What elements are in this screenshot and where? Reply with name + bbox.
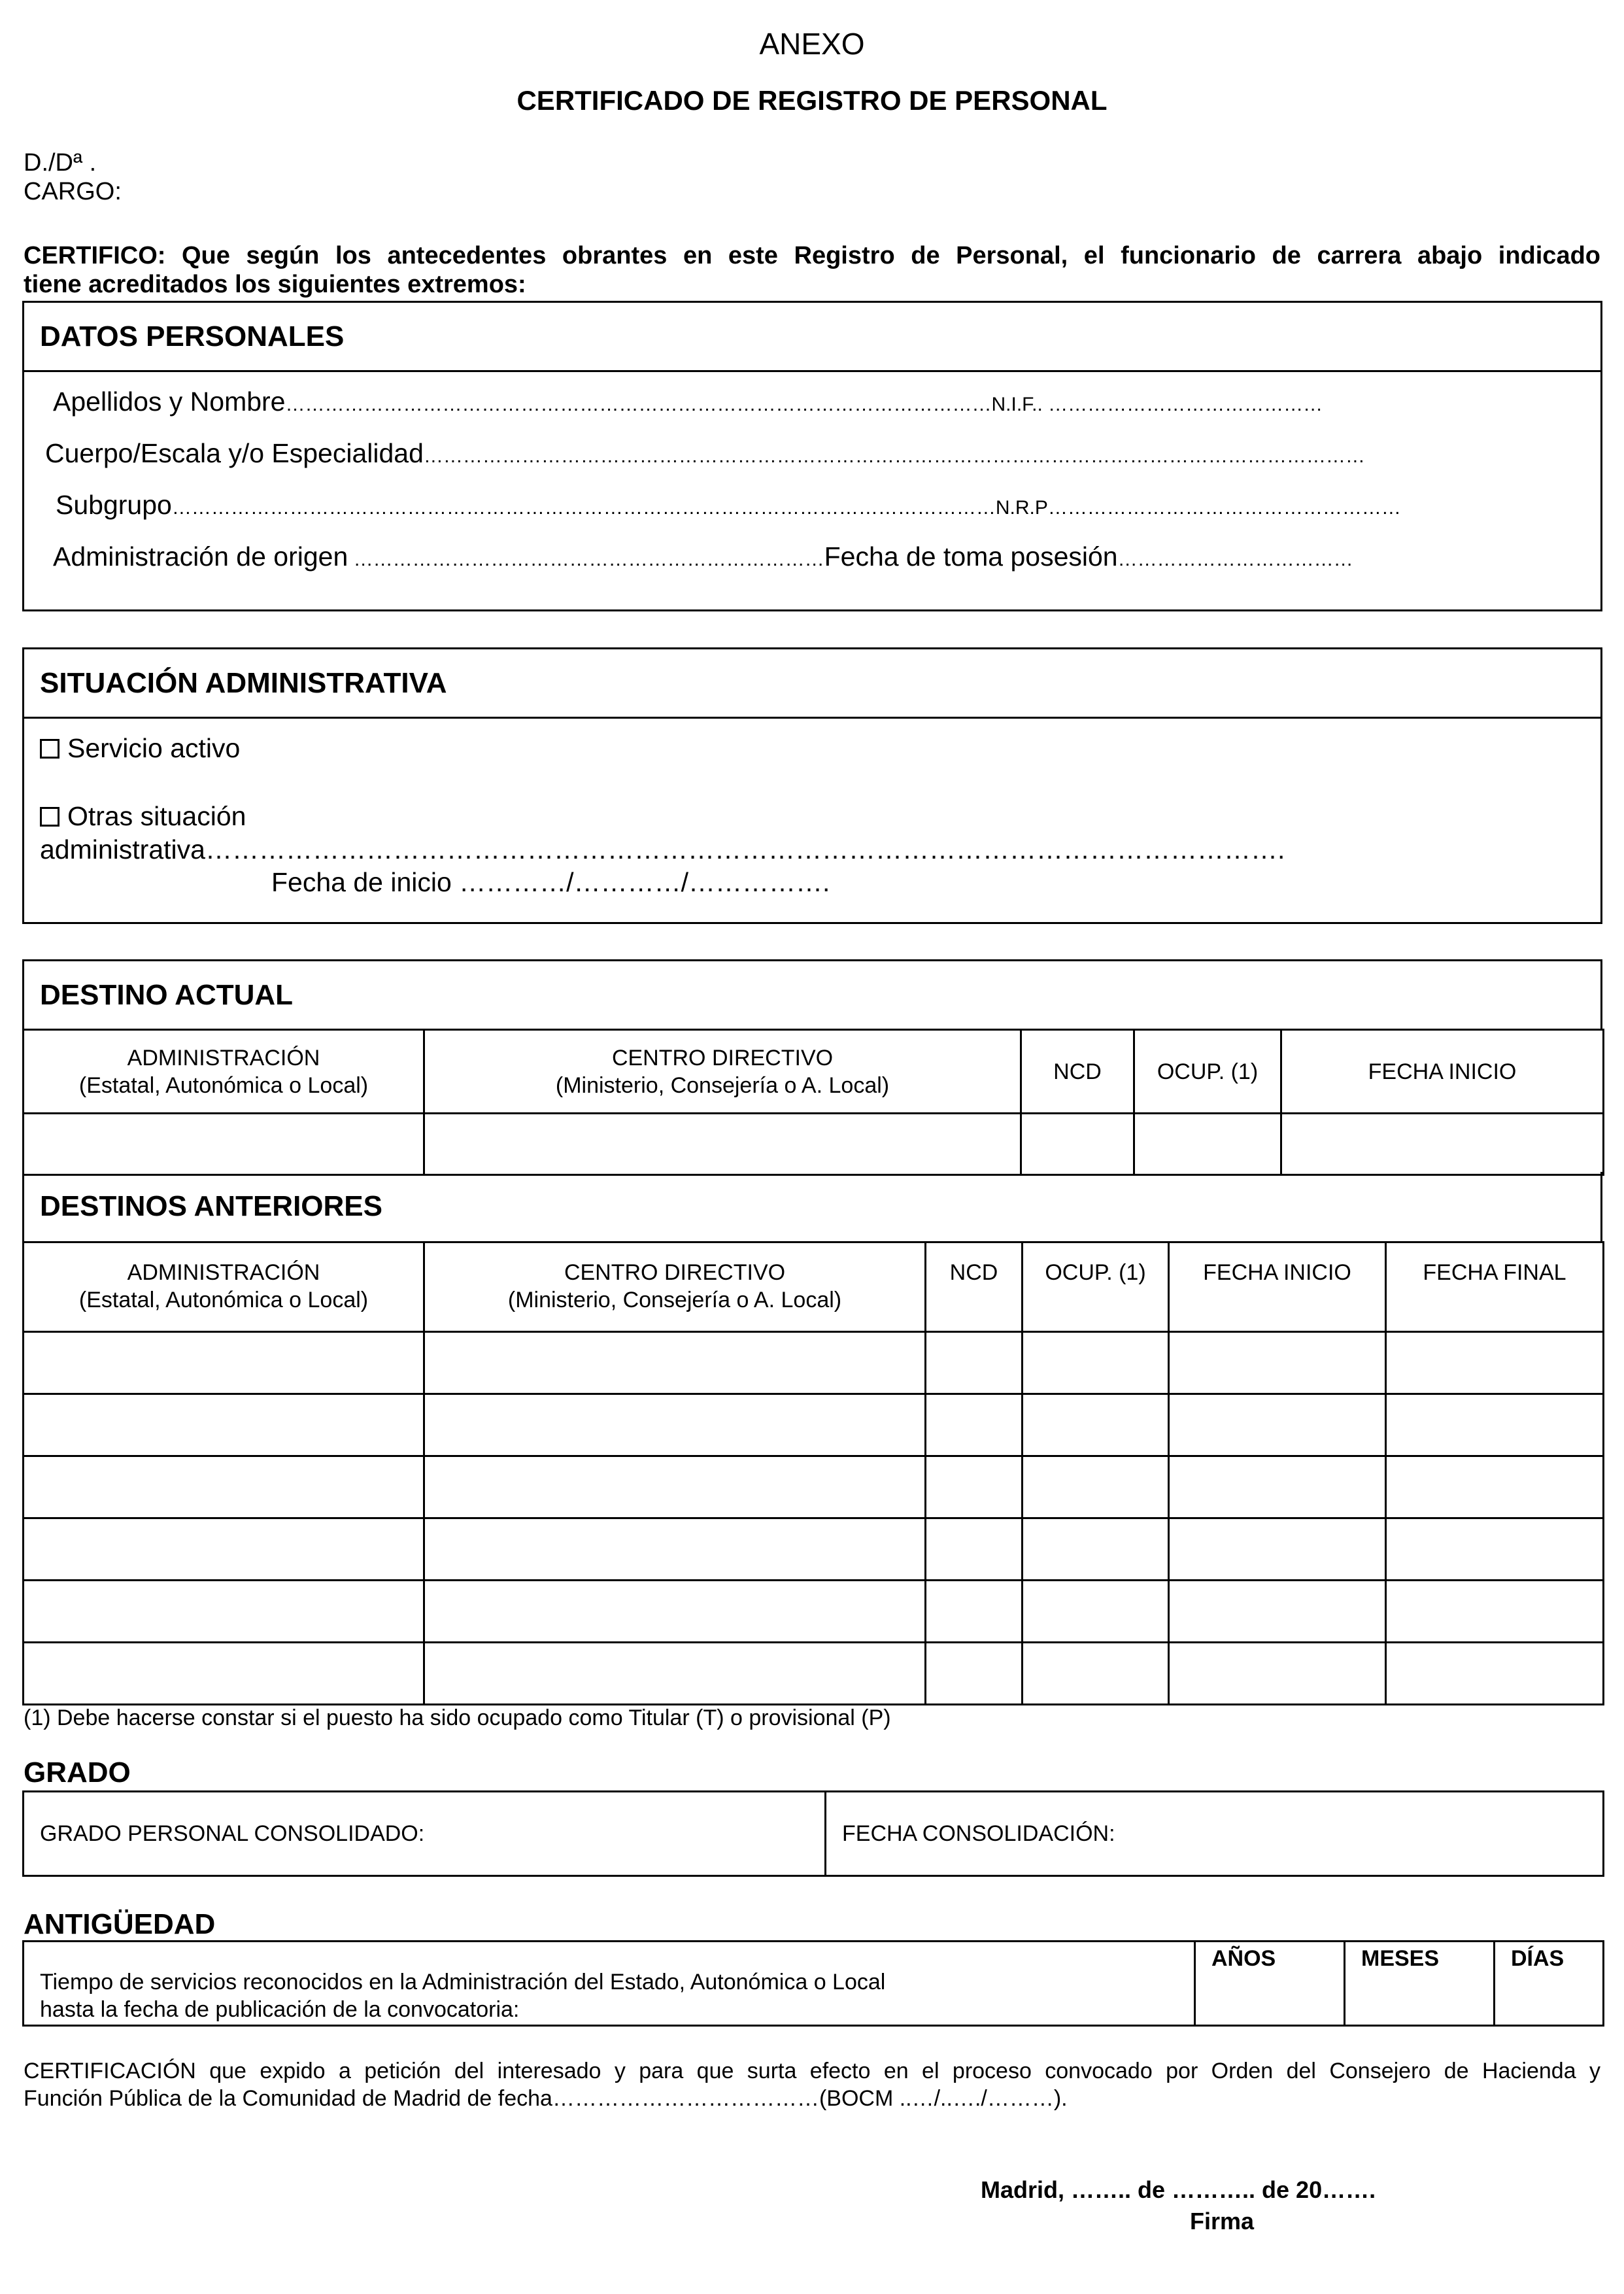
- table-cell[interactable]: [1023, 1332, 1169, 1394]
- table-cell[interactable]: [1386, 1581, 1604, 1643]
- certifico-statement-line1: CERTIFICO: Que según los antecedentes obrantes en este Registro de Personal, el funcionario de carrera abajo indicado: [24, 242, 1600, 269]
- table-cell[interactable]: [1021, 1114, 1134, 1175]
- subgrupo-row[interactable]: [56, 490, 1401, 521]
- table-cell[interactable]: [24, 1394, 424, 1456]
- destinos-anteriores-header-row: [24, 1242, 1604, 1332]
- antiguedad-heading: ANTIGÜEDAD: [24, 1908, 216, 1940]
- table-cell[interactable]: [424, 1456, 926, 1518]
- nrp-label: N.R.P: [995, 497, 1048, 519]
- destinos-anteriores-section: [22, 1172, 1602, 1243]
- destinos-anteriores-heading: DESTINOS ANTERIORES: [40, 1190, 382, 1222]
- destino-actual-heading: DESTINO ACTUAL: [40, 978, 294, 1011]
- fecha-consolidacion-field[interactable]: FECHA CONSOLIDACIÓN:: [826, 1792, 1604, 1876]
- table-cell[interactable]: [1386, 1332, 1604, 1394]
- table-row: [24, 1643, 1604, 1705]
- apellidos-label: Apellidos y Nombre: [53, 386, 286, 417]
- table-cell[interactable]: [1169, 1581, 1386, 1643]
- administracion-origen-dots: ………………………………………………………………: [348, 549, 824, 570]
- col-administracion: ADMINISTRACIÓN (Estatal, Autonómica o Local): [24, 1242, 424, 1332]
- table-cell[interactable]: [24, 1581, 424, 1643]
- administracion-origen-label: Administración de origen: [53, 541, 348, 572]
- document-title: CERTIFICADO DE REGISTRO DE PERSONAL: [516, 85, 1108, 116]
- table-cell[interactable]: [424, 1394, 926, 1456]
- table-cell[interactable]: [1023, 1456, 1169, 1518]
- grado-heading: GRADO: [24, 1756, 131, 1789]
- datos-personales-section: [22, 301, 1602, 611]
- certificacion-line1: CERTIFICACIÓN que expido a petición del interesado y para que surta efecto en el proceso convocado por Orden del Consejero de Hacienda y: [24, 2059, 1600, 2083]
- servicio-activo-option[interactable]: [40, 733, 240, 764]
- certifico-statement-line2: tiene acreditados los siguientes extremos:: [24, 271, 526, 298]
- table-row: [24, 1332, 1604, 1394]
- col-fecha-inicio: FECHA INICIO: [1281, 1030, 1604, 1114]
- nif-dots: ……………………………………: [1042, 394, 1323, 415]
- table-cell[interactable]: [926, 1394, 1023, 1456]
- table-row: [24, 1456, 1604, 1518]
- ocupacion-footnote: (1) Debe hacerse constar si el puesto ha sido ocupado como Titular (T) o provisional (P): [24, 1705, 891, 1730]
- table-cell[interactable]: [24, 1114, 424, 1175]
- antiguedad-description: Tiempo de servicios reconocidos en la Administración del Estado, Autonómica o Local hasta la fecha de publicación de la convocatoria:: [24, 1942, 1195, 2026]
- certificacion-line2: Función Pública de la Comunidad de Madrid de fecha………………………………(BOCM ..…/..…./………).: [24, 2086, 1068, 2111]
- table-cell[interactable]: [1023, 1518, 1169, 1581]
- table-cell[interactable]: [24, 1456, 424, 1518]
- administrativa-dots: ………………………………………………………………………………………………………….: [205, 834, 1285, 865]
- col-ncd: NCD: [1021, 1030, 1134, 1114]
- administracion-origen-row[interactable]: [53, 541, 1353, 572]
- table-cell[interactable]: [24, 1518, 424, 1581]
- destino-actual-table: [22, 1029, 1604, 1176]
- table-cell[interactable]: [1134, 1114, 1281, 1175]
- fecha-inicio-situacion-row[interactable]: [271, 867, 830, 898]
- destinos-anteriores-table: [22, 1241, 1604, 1705]
- otras-situacion-option[interactable]: [40, 801, 246, 832]
- col-ncd: NCD: [926, 1242, 1023, 1332]
- table-cell[interactable]: [1169, 1518, 1386, 1581]
- fecha-toma-label: Fecha de toma posesión: [824, 541, 1118, 572]
- table-cell[interactable]: [926, 1581, 1023, 1643]
- otras-situacion-checkbox[interactable]: [40, 807, 59, 827]
- table-row: [24, 1518, 1604, 1581]
- table-cell[interactable]: [1169, 1456, 1386, 1518]
- col-ocup: OCUP. (1): [1023, 1242, 1169, 1332]
- apellidos-nombre-row[interactable]: [53, 386, 1323, 417]
- cuerpo-escala-row[interactable]: [45, 438, 1365, 469]
- table-cell[interactable]: [424, 1114, 1021, 1175]
- fecha-inicio-situacion-label: Fecha de inicio: [271, 867, 452, 897]
- name-field-label: D./Dª .: [24, 149, 97, 177]
- antiguedad-table: [22, 1940, 1604, 2027]
- nif-label: N.I.F..: [991, 394, 1043, 415]
- table-cell[interactable]: [1386, 1643, 1604, 1705]
- subgrupo-label: Subgrupo: [56, 490, 172, 520]
- signature-label: Firma: [1190, 2208, 1255, 2234]
- table-cell[interactable]: [1169, 1394, 1386, 1456]
- anos-field[interactable]: AÑOS: [1195, 1942, 1345, 2026]
- table-cell[interactable]: [926, 1643, 1023, 1705]
- table-cell[interactable]: [424, 1332, 926, 1394]
- table-row: [24, 1394, 1604, 1456]
- table-cell[interactable]: [424, 1581, 926, 1643]
- table-cell[interactable]: [926, 1518, 1023, 1581]
- situacion-heading: SITUACIÓN ADMINISTRATIVA: [24, 649, 1600, 719]
- col-administracion: ADMINISTRACIÓN (Estatal, Autonómica o Local): [24, 1030, 424, 1114]
- fecha-inicio-situacion-dots: …………/…………/…………….: [451, 867, 830, 897]
- table-cell[interactable]: [1386, 1394, 1604, 1456]
- apellidos-dots: ………………………………………………………………………………………………: [285, 394, 992, 415]
- annex-label: ANEXO: [759, 27, 865, 61]
- col-fecha-inicio: FECHA INICIO: [1169, 1242, 1386, 1332]
- meses-field[interactable]: MESES: [1345, 1942, 1495, 2026]
- nrp-dots: ………………………………………………: [1047, 497, 1401, 519]
- place-date-line: Madrid, …….. de ……….. de 20…….: [981, 2176, 1376, 2203]
- datos-personales-heading: DATOS PERSONALES: [24, 303, 1600, 372]
- grado-consolidado-field[interactable]: GRADO PERSONAL CONSOLIDADO:: [24, 1792, 826, 1876]
- col-centro-directivo: CENTRO DIRECTIVO (Ministerio, Consejería o A. Local): [424, 1242, 926, 1332]
- servicio-activo-checkbox[interactable]: [40, 739, 59, 759]
- table-cell[interactable]: [1023, 1581, 1169, 1643]
- table-row: [24, 1114, 1604, 1175]
- table-cell[interactable]: [1281, 1114, 1604, 1175]
- destino-actual-section: [22, 959, 1602, 1031]
- otras-situacion-detail[interactable]: [40, 834, 1285, 865]
- col-ocup: OCUP. (1): [1134, 1030, 1281, 1114]
- table-cell[interactable]: [926, 1332, 1023, 1394]
- col-fecha-final: FECHA FINAL: [1386, 1242, 1604, 1332]
- table-cell[interactable]: [1023, 1643, 1169, 1705]
- cuerpo-label: Cuerpo/Escala y/o Especialidad: [45, 438, 424, 468]
- table-cell[interactable]: [24, 1332, 424, 1394]
- table-cell[interactable]: [424, 1518, 926, 1581]
- destino-actual-header-row: [24, 1030, 1604, 1114]
- table-cell[interactable]: [1386, 1518, 1604, 1581]
- fecha-toma-dots: ………………………………: [1117, 549, 1353, 570]
- table-cell[interactable]: [926, 1456, 1023, 1518]
- subgrupo-dots: ………………………………………………………………………………………………………………: [171, 497, 996, 519]
- table-cell[interactable]: [1169, 1332, 1386, 1394]
- table-row: [24, 1581, 1604, 1643]
- grado-table: [22, 1790, 1604, 1877]
- col-centro-directivo: CENTRO DIRECTIVO (Ministerio, Consejería o A. Local): [424, 1030, 1021, 1114]
- table-cell[interactable]: [424, 1643, 926, 1705]
- cargo-field-label: CARGO:: [24, 178, 122, 205]
- situacion-administrativa-section: [22, 647, 1602, 924]
- otras-situacion-label: Otras situación: [67, 801, 246, 831]
- servicio-activo-label: Servicio activo: [67, 733, 241, 763]
- table-cell[interactable]: [1023, 1394, 1169, 1456]
- table-cell[interactable]: [1386, 1456, 1604, 1518]
- table-cell[interactable]: [1169, 1643, 1386, 1705]
- dias-field[interactable]: DÍAS: [1495, 1942, 1604, 2026]
- table-cell[interactable]: [24, 1643, 424, 1705]
- cuerpo-dots: ………………………………………………………………………………………………………………………………: [423, 445, 1365, 467]
- administrativa-label: administrativa: [40, 834, 205, 865]
